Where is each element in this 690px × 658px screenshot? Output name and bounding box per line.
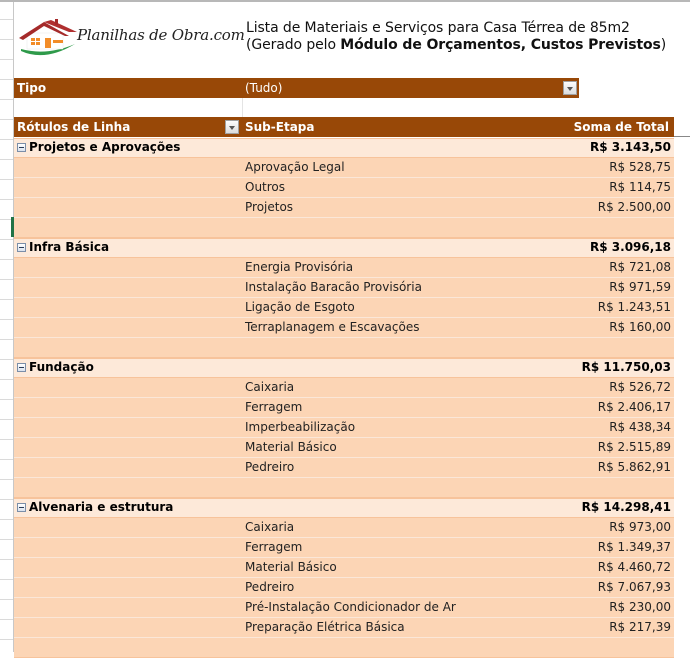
amount-cell: R$ 160,00 (609, 320, 671, 334)
sub-etapa-header: Sub-Etapa (245, 120, 315, 134)
row-labels-filter-dropdown-icon[interactable] (225, 120, 239, 134)
table-row (14, 318, 674, 338)
row-gridline (0, 459, 13, 460)
table-row (14, 458, 674, 478)
logo (15, 18, 245, 60)
header-rule (674, 136, 690, 137)
sub-etapa-cell: Energia Provisória (245, 260, 354, 274)
row-gridline (0, 599, 13, 600)
amount-cell: R$ 114,75 (609, 180, 671, 194)
report-filter-row (14, 78, 579, 98)
table-row (14, 518, 674, 538)
sub-etapa-cell: Ferragem (245, 400, 303, 414)
filter-label: Tipo (17, 81, 47, 95)
row-gridline (0, 159, 13, 160)
row-labels-header: Rótulos de Linha (17, 120, 131, 134)
row-gridline (0, 619, 13, 620)
amount-cell: R$ 2.406,17 (597, 400, 671, 414)
row-gridline (0, 559, 13, 560)
blank-subtotal-row (14, 218, 674, 238)
table-row (14, 618, 674, 638)
table-row (14, 378, 674, 398)
table-row (14, 598, 674, 618)
amount-cell: R$ 526,72 (609, 380, 671, 394)
sub-etapa-cell: Projetos (245, 200, 294, 214)
collapse-minus-icon[interactable] (17, 243, 26, 252)
amount-cell: R$ 721,08 (609, 260, 671, 274)
subtitle-module-name: Módulo de Orçamentos, Custos Previstos (340, 37, 661, 53)
pivot-table-body (14, 138, 674, 658)
row-gridline (0, 419, 13, 420)
subtitle-prefix: (Gerado pelo (246, 37, 341, 53)
group-row (14, 138, 674, 158)
group-total: R$ 11.750,03 (581, 360, 671, 374)
group-row (14, 498, 674, 518)
table-row (14, 278, 674, 298)
house-logo-icon (15, 18, 77, 60)
group-total: R$ 3.143,50 (590, 140, 671, 154)
amount-cell: R$ 973,00 (609, 520, 671, 534)
subtitle-suffix: ) (660, 37, 667, 53)
table-row (14, 258, 674, 278)
row-gridline (0, 479, 13, 480)
row-gridline (0, 199, 13, 200)
amount-cell: R$ 528,75 (609, 160, 671, 174)
table-row (14, 158, 674, 178)
table-row (14, 198, 674, 218)
table-row (14, 438, 674, 458)
row-gridline (0, 39, 13, 40)
sub-etapa-cell: Material Básico (245, 440, 337, 454)
window-top-border (0, 0, 690, 2)
amount-cell: R$ 5.862,91 (597, 460, 671, 474)
pivot-column-header (14, 117, 674, 137)
table-row (14, 578, 674, 598)
row-gridline (0, 19, 13, 20)
sub-etapa-cell: Material Básico (245, 560, 337, 574)
row-gridline (0, 239, 13, 240)
row-gridline (0, 379, 13, 380)
sub-etapa-cell: Instalação Baracão Provisória (245, 280, 422, 294)
row-gridline (0, 179, 13, 180)
filter-dropdown-arrow-icon[interactable] (563, 81, 577, 95)
collapse-minus-icon[interactable] (17, 503, 26, 512)
row-gridline (0, 359, 13, 360)
report-subtitle (246, 37, 666, 53)
blank-subtotal-row (14, 338, 674, 358)
group-name: Projetos e Aprovações (29, 140, 181, 154)
logo-text: Planilhas de Obra.com (77, 26, 245, 44)
group-row (14, 238, 674, 258)
group-name: Alvenaria e estrutura (29, 500, 174, 514)
amount-cell: R$ 2.500,00 (597, 200, 671, 214)
blank-subtotal-row (14, 478, 674, 498)
sub-etapa-cell: Imperbeabilização (245, 420, 356, 434)
sub-etapa-cell: Ligação de Esgoto (245, 300, 355, 314)
sub-etapa-cell: Pedreiro (245, 460, 295, 474)
amount-cell: R$ 438,34 (609, 420, 671, 434)
filter-value[interactable]: (Tudo) (245, 81, 283, 95)
row-gridline (0, 399, 13, 400)
row-gridline (0, 439, 13, 440)
sub-etapa-cell: Caixaria (245, 520, 295, 534)
blank-row (14, 98, 674, 118)
table-row (14, 418, 674, 438)
amount-cell: R$ 7.067,93 (597, 580, 671, 594)
amount-cell: R$ 971,59 (609, 280, 671, 294)
table-row (14, 298, 674, 318)
collapse-minus-icon[interactable] (17, 143, 26, 152)
row-gridline (0, 539, 13, 540)
row-gridline (0, 519, 13, 520)
row-gridline (0, 79, 13, 80)
row-gridline (0, 579, 13, 580)
blank-subtotal-row (14, 638, 674, 658)
amount-cell: R$ 2.515,89 (597, 440, 671, 454)
sub-etapa-cell: Pedreiro (245, 580, 295, 594)
row-gridline (0, 59, 13, 60)
report-title: Lista de Materiais e Serviços para Casa Térrea de 85m2 (246, 20, 630, 36)
row-gridline (0, 499, 13, 500)
amount-cell: R$ 217,39 (609, 620, 671, 634)
amount-cell: R$ 230,00 (609, 600, 671, 614)
group-total: R$ 14.298,41 (581, 500, 671, 514)
row-gridline (0, 99, 13, 100)
table-row (14, 538, 674, 558)
row-gridline (0, 639, 13, 640)
row-gridline (0, 119, 13, 120)
row-header-column (0, 2, 14, 652)
sub-etapa-cell: Outros (245, 180, 286, 194)
collapse-minus-icon[interactable] (17, 363, 26, 372)
sub-etapa-cell: Terraplanagem e Escavações (245, 320, 420, 334)
row-gridline (0, 299, 13, 300)
sub-etapa-cell: Pré-Instalação Condicionador de Ar (245, 600, 456, 614)
row-gridline (0, 339, 13, 340)
row-gridline (0, 279, 13, 280)
sub-etapa-cell: Aprovação Legal (245, 160, 345, 174)
row-gridline (0, 259, 13, 260)
table-row (14, 178, 674, 198)
table-row (14, 558, 674, 578)
amount-cell: R$ 1.349,37 (597, 540, 671, 554)
sub-etapa-cell: Preparação Elétrica Básica (245, 620, 405, 634)
soma-de-total-header: Soma de Total (573, 120, 669, 134)
row-gridline (0, 139, 13, 140)
cell-divider (242, 98, 243, 117)
row-gridline (0, 319, 13, 320)
amount-cell: R$ 1.243,51 (597, 300, 671, 314)
sub-etapa-cell: Caixaria (245, 380, 295, 394)
group-row (14, 358, 674, 378)
sub-etapa-cell: Ferragem (245, 540, 303, 554)
group-total: R$ 3.096,18 (590, 240, 671, 254)
group-name: Fundação (29, 360, 94, 374)
table-row (14, 398, 674, 418)
group-name: Infra Básica (29, 240, 110, 254)
amount-cell: R$ 4.460,72 (597, 560, 671, 574)
